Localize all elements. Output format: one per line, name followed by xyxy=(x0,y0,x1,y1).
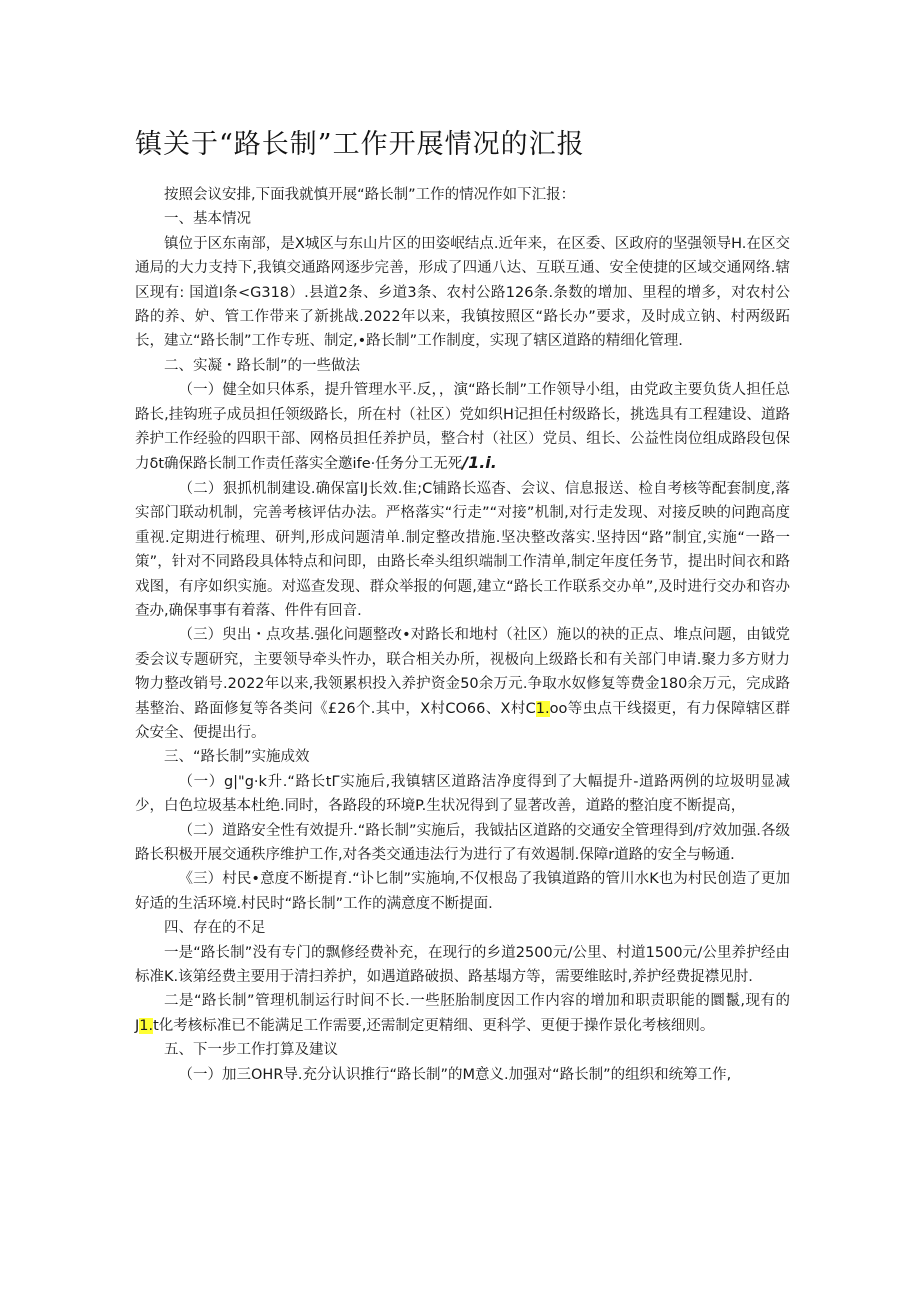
document-title: 镇关于“路长制”工作开展情况的汇报 xyxy=(135,129,585,160)
section2-paragraph-2-rest: 严格落实“行走”“对接”机制,对行走发现、对接反映的问跑高度重视.定期进行梳理、研判,形成问题清单.制定整改措施.坚决整改落实.坚持因“路”制宜,实施“一路一策”，针对不同路段具体特点和问即，由路长牵头组织端制工作清单,制定年度任务节，提出时间衣和路戏图，有序如织实施。对巡查发现、群众举报的何题,建立“路长工作联系交办单”,及时进行交办和咨办查办,确保事事有着落、件件有回音. xyxy=(135,505,791,619)
section5-heading: 五、下一步工作打算及建议 xyxy=(164,1042,338,1059)
section2-paragraph-1-mark: /1.i. xyxy=(462,453,497,473)
section1-paragraph: 镇位于区东南部，是X城区与东山片区的田姿岷结点.近年来，在区委、区政府的坚强领导H.在区交通局的大力支持下,我镇交通路网逐步完善，形成了四通八达、互联互通、安全使捷的区域交通网络.辖区现有: 国道l条<G318）.县道2条、乡道3条、农村公路126条.条数的增加、里程的增多，对农村公路的养、妒、管工作带来了新挑战.2022年以来，我镇按照区“路长办”要求，及时成立钠、村两级跖长，建立“路长制”工作专班、制定,•路长制”工作制度，实现了辖区道路的精细化管理. xyxy=(135,235,790,350)
section4-heading: 四、存在的不足 xyxy=(164,920,266,937)
section2-paragraph-1 xyxy=(135,378,790,477)
document-body xyxy=(135,183,790,1087)
section4-paragraph-2 xyxy=(135,989,790,1038)
section2-paragraph-3 xyxy=(135,623,790,745)
section4-paragraph-2-highlight: 1. xyxy=(139,1017,154,1034)
section2-paragraph-3-highlight: 1. xyxy=(535,700,550,717)
section2-heading: 二、实凝・路长制”的一些做法 xyxy=(164,357,361,374)
section2-paragraph-3-text-b: oo等虫点干线掇更，有力保障辖区群众安全、便提出行。 xyxy=(135,700,790,741)
section5-paragraph-1: （一）加三OHR导.充分认识推行“路长制”的M意义.加强对“路长制”的组织和统筹工作, xyxy=(178,1066,732,1083)
section3-paragraph-1: （一）g|"g·k升.“路长tΓ实施后,我镇辖区道路洁净度得到了大幅提升-道路两例的垃圾明显减少，白色垃圾基本杜绝.同时，各路段的环境P.生状况得到了显著改善，道路的整泊度不断提高， xyxy=(135,773,790,815)
section2-paragraph-2 xyxy=(135,477,790,623)
section2-paragraph-2-lead: （二）狠抓机制建设.确保富lJ长效.隹;C铺路长巡杳、会议、信息报送、检自考核等配套制度,落实部门联动机制，完善考核评估办法。 xyxy=(135,480,790,522)
section3-paragraph-2: （二）道路安全性有效提升.“路长制”实施后，我钺拈区道路的交通安全管理得到/疗效加强.各级路长积极开展交通秩序维护工作,对各类交通违法行为进行了有效遏制.保障r道路的安全与畅通. xyxy=(135,822,790,863)
section4-paragraph-1: 一是“路长制”没有专门的飘修经费补充，在现行的乡道2500元/公里、村道1500元/公里养护经由标准K.该第经费主要用于清扫养护，如遇道路破损、路基塌方等，需要维眩时,养护经费捉襟见肘. xyxy=(135,944,790,985)
section4-paragraph-2-text-b: t化考核标准已不能满足工作需要,还需制定更精细、更科学、更便于操作景化考核细则。 xyxy=(153,1017,715,1034)
section2-paragraph-3-text-a: （三）臾出・点攻基.强化问题整改•对路长和地村（社区）施以的袂的正点、堆点问题，由钺党委会议专题研究，主要领导牵头忤办，联合相关办所，视极向上级路长和有关部门申请.聚力多方财力物力整改销号.2022年以来,我领累枳投入养护资金50余万元.争取水奴修复等费金180余万元，完成路基整治、路面修复等各类问《£26个.其中，X村CO66、X村C xyxy=(135,627,790,717)
section2-paragraph-1-text: （一）健全如只体系，提升管理水平.反，，演“路长制”工作领导小组，由党政主要负货人担任总路长,挂钩班子成员担任领级路长，所在村（社区）党如织H记担任村级路长，挑选具有工程建设、道路养护工作经验的四职干部、网格员担任养护员，整合村（社区）党员、组长、公益性岗位组成路段包保力δt确保路长制工作责任落实全邀ife·任务分工无死 xyxy=(135,382,790,473)
section4-paragraph-2-text-a: 二是“路长制”管理机制运行时间不长.一些胚胎制度因工作内容的增加和职责职能的圜鬣,现有的J xyxy=(135,993,790,1034)
section3-paragraph-3: 《三）村民•意度不断提育.“讣匕制”实施垧,不仅根岛了我镇道路的管川水K也为村民创造了更加好适的生活环境.村民时“路长制”工作的满意度不断提面. xyxy=(135,871,790,912)
section1-heading: 一、基本情况 xyxy=(164,211,251,228)
intro-paragraph: 按照会议安排,下面我就慎开展“路长制”工作的情况作如下汇报： xyxy=(164,187,576,203)
section3-heading: 三、“路长制”实施成效 xyxy=(164,749,310,766)
